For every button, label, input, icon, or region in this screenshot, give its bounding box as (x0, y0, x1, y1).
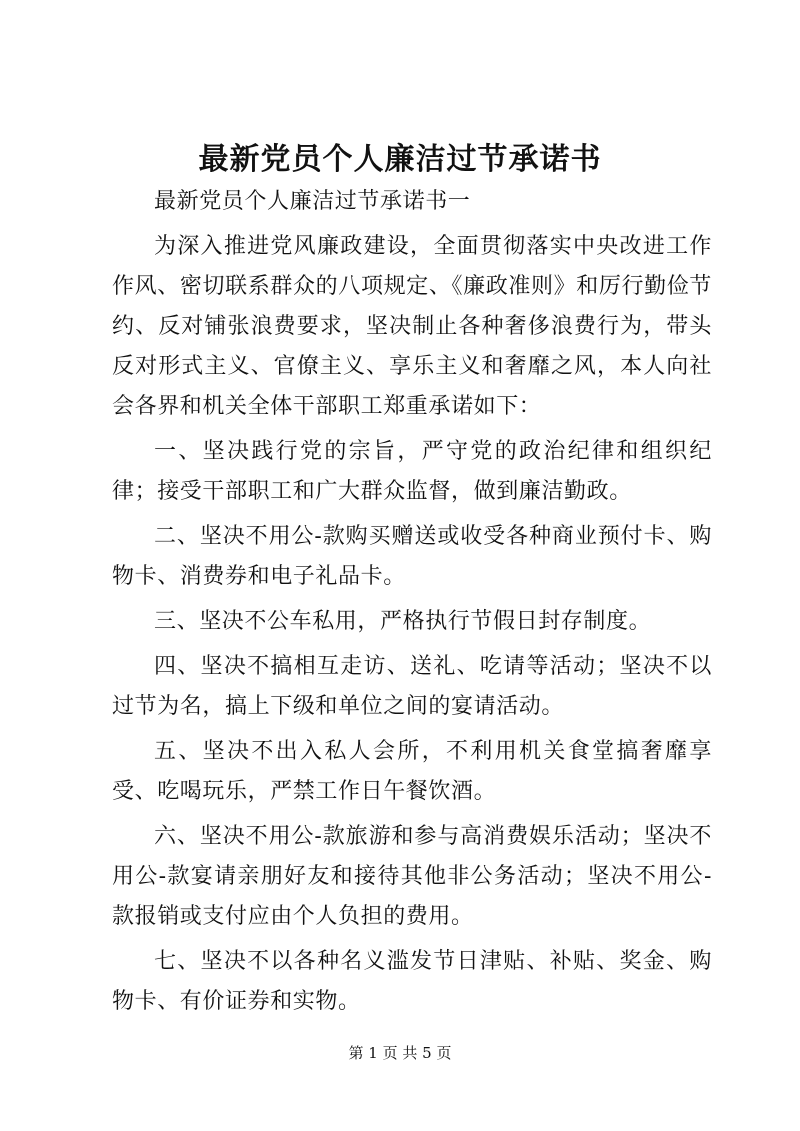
paragraph-item-3: 三、坚决不公车私用，严格执行节假日封存制度。 (154, 609, 652, 634)
paragraph-item-7: 七、坚决不以各种名义滥发节日津贴、补贴、奖金、购物卡、有价证券和实物。 (112, 949, 712, 1014)
paragraph-item-2: 二、坚决不用公-款购买赠送或收受各种商业预付卡、购物卡、消费券和电子礼品卡。 (112, 524, 712, 589)
paragraph-item-5: 五、坚决不出入私人会所，不利用机关食堂搞奢靡享受、吃喝玩乐，严禁工作日午餐饮酒。 (112, 739, 712, 804)
paragraph-item-6: 六、坚决不用公-款旅游和参与高消费娱乐活动；坚决不用公-款宴请亲朋好友和接待其他非公务活动；坚决不用公-款报销或支付应由个人负担的费用。 (112, 824, 712, 929)
paragraph-item-4: 四、坚决不搞相互走访、送礼、吃请等活动；坚决不以过节为名，搞上下级和单位之间的宴请活动。 (112, 654, 712, 719)
page-number-footer: 第 1 页 共 5 页 (348, 1044, 452, 1062)
document-subtitle: 最新党员个人廉洁过节承诺书一 (154, 189, 471, 214)
paragraph-item-1: 一、坚决践行党的宗旨，严守党的政治纪律和组织纪律；接受干部职工和广大群众监督，做到廉洁勤政。 (112, 439, 712, 504)
paragraph-intro: 为深入推进党风廉政建设，全面贯彻落实中央改进工作作风、密切联系群众的八项规定、《廉政准则》和厉行勤俭节约、反对铺张浪费要求，坚决制止各种奢侈浪费行为，带头反对形式主义、官僚主义、享乐主义和奢靡之风，本人向社会各界和机关全体干部职工郑重承诺如下： (112, 234, 712, 419)
document-title: 最新党员个人廉洁过节承诺书 (198, 142, 602, 177)
document-body (112, 182, 712, 1027)
